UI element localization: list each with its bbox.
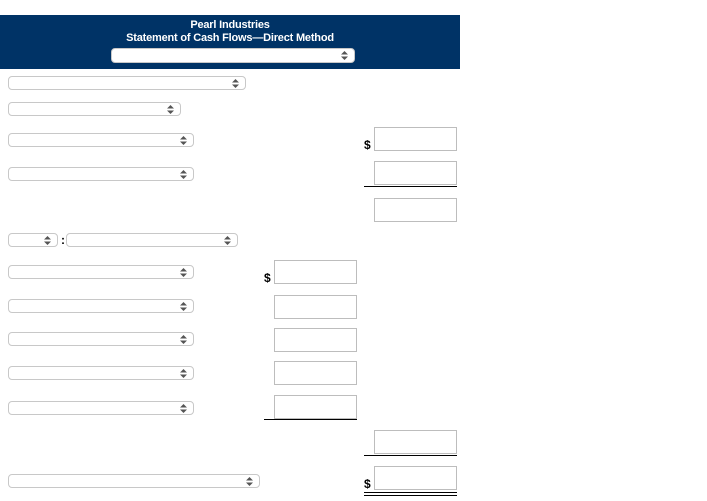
company-name: Pearl Industries bbox=[190, 19, 270, 31]
amount-input[interactable] bbox=[274, 395, 357, 419]
select-arrows-icon bbox=[180, 170, 187, 179]
select-arrows-icon bbox=[167, 105, 174, 114]
amount-input[interactable] bbox=[274, 295, 357, 319]
subtotal-input[interactable] bbox=[374, 198, 457, 222]
select-arrows-icon bbox=[180, 369, 187, 378]
amount-input[interactable] bbox=[374, 161, 457, 185]
header-period-select[interactable] bbox=[111, 48, 355, 63]
statement-title: Statement of Cash Flows—Direct Method bbox=[126, 32, 334, 44]
line-item-select[interactable] bbox=[8, 265, 194, 279]
subtotal-underline bbox=[364, 186, 457, 187]
select-arrows-icon bbox=[341, 51, 348, 60]
section-heading-select[interactable] bbox=[8, 76, 246, 90]
amount-input[interactable] bbox=[274, 328, 357, 352]
select-arrows-icon bbox=[246, 477, 253, 486]
total-double-underline bbox=[364, 492, 457, 493]
select-arrows-icon bbox=[180, 335, 187, 344]
dollar-sign: $ bbox=[364, 138, 371, 152]
dollar-sign: $ bbox=[264, 271, 271, 285]
subtotal-input[interactable] bbox=[374, 430, 457, 454]
subtotal-underline bbox=[264, 419, 357, 420]
dollar-sign: $ bbox=[364, 477, 371, 491]
line-item-select[interactable] bbox=[8, 332, 194, 346]
line-item-select[interactable] bbox=[8, 366, 194, 380]
line-item-select[interactable] bbox=[8, 401, 194, 415]
select-arrows-icon bbox=[180, 404, 187, 413]
total-line-select[interactable] bbox=[8, 474, 260, 488]
total-double-underline bbox=[364, 495, 457, 496]
colon-separator: : bbox=[61, 233, 65, 247]
line-item-select[interactable] bbox=[8, 102, 181, 116]
select-arrows-icon bbox=[180, 302, 187, 311]
select-arrows-icon bbox=[232, 79, 239, 88]
amount-input[interactable] bbox=[374, 127, 457, 151]
select-arrows-icon bbox=[224, 236, 231, 245]
amount-input[interactable] bbox=[274, 361, 357, 385]
adjustment-type-select[interactable] bbox=[8, 233, 58, 247]
select-arrows-icon bbox=[180, 268, 187, 277]
select-arrows-icon bbox=[180, 136, 187, 145]
select-arrows-icon bbox=[44, 236, 51, 245]
line-item-select[interactable] bbox=[8, 133, 194, 147]
total-amount-input[interactable] bbox=[374, 466, 457, 490]
statement-header bbox=[0, 15, 460, 69]
line-item-select[interactable] bbox=[8, 167, 194, 181]
amount-input[interactable] bbox=[274, 260, 357, 284]
section-heading-select[interactable] bbox=[66, 233, 238, 247]
total-top-rule bbox=[364, 455, 457, 456]
line-item-select[interactable] bbox=[8, 299, 194, 313]
